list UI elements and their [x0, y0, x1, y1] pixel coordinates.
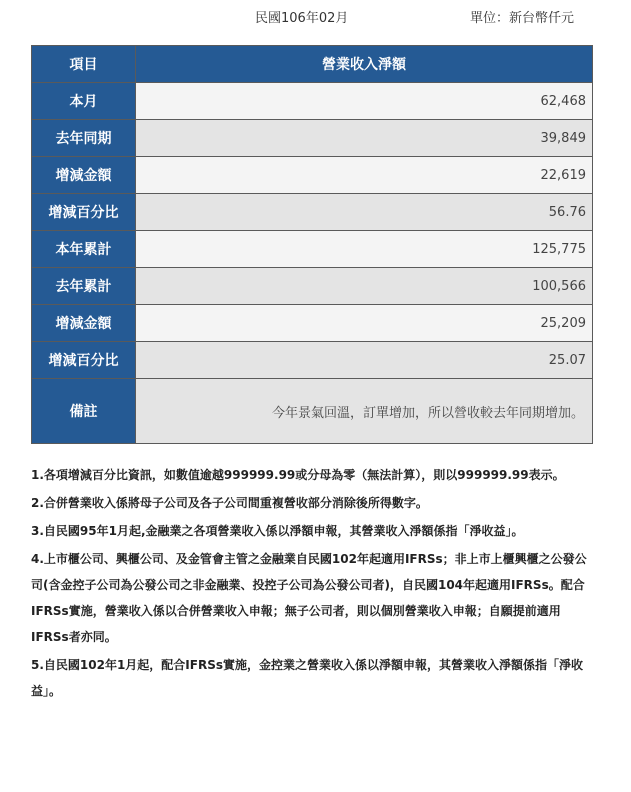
- footnote-item: 1.各項增減百分比資訊，如數值逾越999999.99或分母為零（無法計算），則以999999.99表示。: [31, 468, 565, 482]
- footnote-item: 5.自民國102年1月起，配合IFRSs實施，金控業之營業收入係以淨額申報，其營業收入淨額係指「淨收益」。: [31, 658, 583, 698]
- report-period: 民國106年02月: [255, 11, 349, 26]
- table-row: [32, 157, 593, 194]
- currency-unit: 單位：新台幣仟元: [470, 11, 575, 26]
- report-header: [0, 7, 631, 27]
- revenue-table: [31, 45, 593, 444]
- footnote-item: 3.自民國95年1月起,金融業之各項營業收入係以淨額申報，其營業收入淨額係指「淨收益」。: [31, 524, 524, 538]
- row-label-monthly-change-percent: 增減百分比: [32, 194, 136, 231]
- row-label-cumulative-change-amount: 增減金額: [32, 305, 136, 342]
- row-label-current-month: 本月: [32, 83, 136, 120]
- row-label-monthly-change-amount: 增減金額: [32, 157, 136, 194]
- row-value-monthly-change-amount: 22,619: [136, 157, 593, 194]
- row-label-last-year-same-period: 去年同期: [32, 120, 136, 157]
- table-row: [32, 83, 593, 120]
- footnotes: [31, 462, 596, 706]
- table-row: [32, 194, 593, 231]
- row-value-last-year-cumulative: 100,566: [136, 268, 593, 305]
- row-label-last-year-cumulative: 去年累計: [32, 268, 136, 305]
- table-row: [32, 120, 593, 157]
- row-label-ytd-cumulative: 本年累計: [32, 231, 136, 268]
- row-value-ytd-cumulative: 125,775: [136, 231, 593, 268]
- table-row: [32, 268, 593, 305]
- row-value-cumulative-change-percent: 25.07: [136, 342, 593, 379]
- table-header-row: [32, 46, 593, 83]
- table-row: [32, 305, 593, 342]
- footnote-item: 2.合併營業收入係將母子公司及各子公司間重複營收部分消除後所得數字。: [31, 496, 428, 510]
- footnote-item: 4.上市櫃公司、興櫃公司、及金管會主管之金融業自民國102年起適用IFRSs；非上市上櫃興櫃之公發公司(含金控子公司為公發公司之非金融業、投控子公司為公發公司者)，自民國104年起適用IFRSs。配合IFRSs實施，營業收入係以合併營業收入申報；無子公司者，則以個別營業收入申報；自願提前適用IFRSs者亦同。: [31, 552, 587, 644]
- row-value-cumulative-change-amount: 25,209: [136, 305, 593, 342]
- row-label-cumulative-change-percent: 增減百分比: [32, 342, 136, 379]
- row-value-current-month: 62,468: [136, 83, 593, 120]
- remark-label: 備註: [32, 379, 136, 444]
- row-value-monthly-change-percent: 56.76: [136, 194, 593, 231]
- remark-text: 今年景氣回溫，訂單增加，所以營收較去年同期增加。: [136, 379, 593, 444]
- row-value-last-year-same-period: 39,849: [136, 120, 593, 157]
- table-row: [32, 342, 593, 379]
- column-header-item: 項目: [32, 46, 136, 83]
- column-header-revenue: 營業收入淨額: [136, 46, 593, 83]
- table-row: [32, 231, 593, 268]
- remark-row: [32, 379, 593, 444]
